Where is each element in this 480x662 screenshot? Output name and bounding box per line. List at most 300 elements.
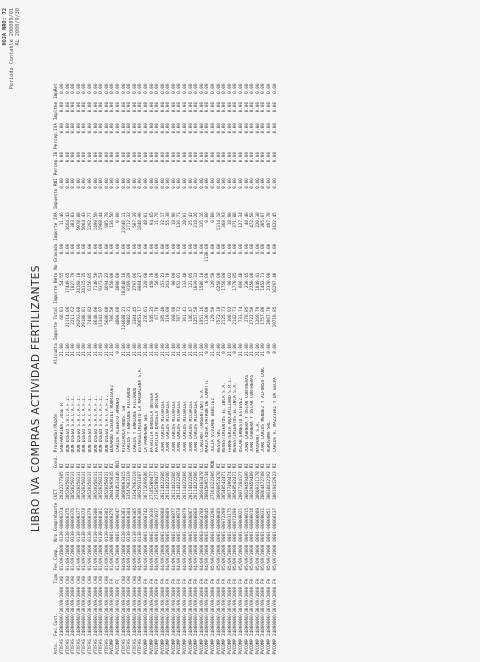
table-cell: 0.00 — [155, 151, 161, 163]
table-cell: 0.00 — [155, 83, 161, 94]
table-cell: 0001-00006851 — [266, 507, 272, 542]
table-cell: 05/09/2000 — [272, 544, 278, 571]
table-cell: 0.00 — [110, 101, 116, 113]
table-cell: 0.00 — [194, 83, 200, 94]
table-cell: 19719.85 — [272, 306, 278, 328]
table-cell: 27185289477 — [155, 471, 161, 500]
table-cell: 66.01 — [60, 306, 65, 320]
table-cell: RI — [104, 463, 110, 469]
table-cell: 0.00 — [177, 83, 183, 94]
table-cell: 05/09/2000 — [222, 544, 228, 571]
table-cell: 0.00 — [138, 83, 144, 94]
table-cell: FERRETERIA MAXIMILIANO S.R.L. — [227, 377, 233, 453]
table-cell: 0.00 — [199, 83, 205, 94]
table-cell: RI — [239, 463, 244, 469]
table-cell: 01/09/2000 — [104, 544, 110, 571]
table-cell: 218.26 — [194, 212, 200, 228]
table-cell: 0.00 — [227, 151, 233, 163]
table-cell: 0.00 — [121, 123, 127, 134]
column-header: Proveedor/Razón — [54, 413, 60, 453]
table-cell: 0.00 — [71, 83, 77, 94]
table-cell: 3422.45 — [272, 212, 278, 231]
table-cell: 05/09/2000 — [261, 544, 267, 571]
table-cell: 0.00 — [199, 123, 205, 134]
table-cell: 103048.10 — [121, 272, 127, 296]
table-cell: PVCOMP — [115, 638, 121, 655]
table-cell: 133.40 — [183, 272, 189, 289]
table-cell: 30520250231 — [87, 471, 93, 500]
table-cell: 33547963119 — [127, 471, 133, 500]
table-cell: 0.00 — [261, 101, 267, 113]
table-cell: 0.00 — [205, 101, 211, 113]
table-cell: 24800000/30/09/2000 — [244, 586, 250, 636]
table-cell: 05/09/2000 — [239, 544, 244, 571]
table-cell: 01/09/2000 — [65, 544, 71, 571]
table-cell: RI — [132, 463, 138, 469]
table-cell: DON DIEGO S.A.C.A.F.I. — [104, 395, 110, 453]
table-cell: FA — [250, 578, 256, 584]
column-header: Impltke — [54, 101, 60, 121]
table-cell: 0.00 — [127, 178, 133, 189]
table-cell: 24800000/30/09/2000 — [71, 586, 77, 636]
table-cell: RI — [155, 463, 161, 469]
table-cell: CAB — [104, 576, 110, 584]
table-cell: 0.00 — [188, 243, 194, 255]
table-cell: 0.00 — [110, 123, 116, 134]
table-cell: 90.02 — [227, 272, 233, 286]
table-cell: 30694463478 — [199, 471, 205, 500]
table-cell: VTXFAS — [99, 638, 105, 655]
table-cell: 108.90 — [171, 306, 177, 323]
table-cell: 21.00 — [155, 343, 161, 357]
table-cell: 18.90 — [171, 212, 177, 226]
table-cell: 0.00 — [227, 243, 233, 255]
table-cell: 0139-00000378 — [82, 507, 88, 542]
table-cell: 220.38 — [255, 212, 261, 228]
table-cell: 24800000/30/09/2000 — [227, 586, 233, 636]
table-cell: 0001-00000888 — [160, 507, 166, 542]
table-cell: RI — [87, 463, 93, 469]
table-cell: 21.00 — [199, 343, 205, 357]
table-cell: 0.00 — [266, 101, 272, 113]
table-cell: 0.00 — [177, 243, 183, 255]
table-cell: 0.00 — [272, 243, 278, 255]
table-cell: 0.00 — [160, 123, 166, 134]
table-cell: 129.50 — [211, 272, 217, 289]
table-cell: FA — [183, 578, 189, 584]
table-cell: 0.00 — [216, 101, 222, 113]
table-cell: 0.00 — [138, 178, 144, 189]
table-cell: PVCOMP — [227, 638, 233, 655]
table-cell: 0.00 — [166, 151, 172, 163]
table-header-row — [52, 82, 60, 656]
table-cell: 0.00 — [166, 101, 172, 113]
table-cell: 0139-00000381 — [99, 507, 105, 542]
table-cell: 0.00 — [216, 83, 222, 94]
table-cell: 0001-00000889 — [166, 507, 172, 542]
table-cell: 0.00 — [255, 123, 261, 134]
table-cell: 0.00 — [132, 123, 138, 134]
table-cell: 0.00 — [149, 101, 155, 113]
table-cell: MON — [211, 460, 217, 469]
table-cell: 0.00 — [227, 101, 233, 113]
table-cell: RI — [233, 463, 239, 469]
table-cell: 0.00 — [99, 101, 105, 113]
table-cell: 21.00 — [211, 343, 217, 357]
table-cell: 606.40 — [239, 272, 244, 289]
table-cell: 0.00 — [188, 178, 194, 189]
table-cell: VTXFAS — [76, 638, 82, 655]
table-cell: 0.00 — [115, 83, 121, 94]
table-cell: 0.00 — [222, 178, 228, 189]
table-cell: FA — [239, 578, 244, 584]
table-cell: 545.35 — [149, 306, 155, 323]
table-cell: 0.00 — [205, 212, 211, 223]
table-cell: 0.00 — [82, 101, 88, 113]
table-cell: RI — [71, 463, 77, 469]
table-cell: 0.00 — [272, 343, 278, 354]
table-cell: 0.00 — [65, 123, 71, 134]
table-cell: REVESTIMIENTOS EL INCA S.A. — [222, 382, 228, 453]
table-cell: 3664.43 — [65, 212, 71, 231]
table-cell: 0.00 — [171, 243, 177, 255]
page-header-info — [2, 8, 22, 89]
table-cell: 0.00 — [104, 178, 110, 189]
table-cell: 0.00 — [132, 151, 138, 163]
table-cell: 1848.90 — [138, 212, 144, 231]
table-cell: 0.00 — [127, 101, 133, 113]
table-cell: 0.00 — [272, 83, 278, 94]
table-cell: 30548542471 — [233, 471, 239, 500]
table-cell: 29180.81 — [82, 306, 88, 328]
table-cell: CARLOS ALBERTO AMADEO — [115, 398, 121, 453]
table-cell: 161.41 — [183, 306, 189, 323]
table-cell: 0.00 — [222, 243, 228, 255]
table-cell: 04/09/2000 — [205, 544, 211, 571]
table-cell: 24800000/30/09/2000 — [132, 586, 138, 636]
table-cell: 48.01 — [143, 212, 149, 226]
table-cell: 0.00 — [166, 123, 172, 134]
table-cell: 0.00 — [132, 243, 138, 255]
table-cell: PVCOMP — [177, 638, 183, 655]
table-cell: 21.00 — [194, 343, 200, 357]
table-cell: 0.00 — [233, 178, 239, 189]
table-cell: FA — [143, 578, 149, 584]
table-cell: 0.00 — [205, 343, 211, 354]
table-cell: 0.00 — [121, 151, 127, 163]
table-cell: 0.00 — [104, 243, 110, 255]
table-cell: RI — [255, 463, 261, 469]
table-cell: 5078.88 — [76, 212, 82, 231]
table-cell: 0.00 — [233, 123, 239, 134]
table-cell: PVCOMP — [216, 638, 222, 655]
table-cell: 0.00 — [194, 101, 200, 113]
table-cell: 0.00 — [87, 101, 93, 113]
table-cell: 0.00 — [115, 343, 121, 354]
table-cell: 20077284177 — [239, 471, 244, 500]
table-cell: VTXFAS — [132, 638, 138, 655]
table-cell: 04/09/2000 — [160, 544, 166, 571]
table-cell: 0.00 — [149, 151, 155, 163]
table-cell: 0.00 — [199, 101, 205, 113]
column-header: Tipo — [54, 573, 60, 584]
table-cell: 21.00 — [82, 343, 88, 357]
table-cell: 0.00 — [93, 178, 99, 189]
table-cell: FA — [166, 578, 172, 584]
table-cell: 1049.41 — [255, 272, 261, 291]
column-header: Cond. — [54, 455, 60, 469]
table-cell: 30520250231 — [99, 471, 105, 500]
table-cell: 0001-00000045 — [205, 507, 211, 542]
table-cell: 0139-00000379 — [87, 507, 93, 542]
table-cell: 0.00 — [160, 83, 166, 94]
table-cell: 650.00 — [110, 272, 116, 289]
table-cell: 2250.00 — [250, 272, 256, 291]
table-cell: 30520250231 — [71, 471, 77, 500]
table-cell: JUAN CARLOS MICHALEC — [160, 400, 166, 453]
table-cell: 21.00 — [104, 343, 110, 357]
table-cell: DON DIEGO S.A.C.A.F.I. — [99, 395, 105, 453]
table-cell: 0.00 — [60, 243, 65, 255]
table-cell: CARLOS Y ENRIQUE PICCARDO — [132, 387, 138, 453]
table-cell: 587.39 — [132, 212, 138, 228]
table-cell: PVCOMP — [222, 638, 228, 655]
table-cell: 136.71 — [177, 212, 183, 228]
table-cell: 0.00 — [127, 123, 133, 134]
table-cell: 0.00 — [216, 123, 222, 134]
table-cell: 04/09/2000 — [199, 544, 205, 571]
table-cell: 25.42 — [188, 212, 194, 226]
table-cell: PVCOMP — [244, 638, 250, 655]
table-cell: 335.16 — [199, 212, 205, 228]
table-cell: 0001-00000878 — [177, 507, 183, 542]
table-body — [60, 82, 278, 656]
table-cell: 0.00 — [239, 83, 244, 94]
table-cell: 0.00 — [99, 83, 105, 94]
table-cell: 21.00 — [166, 343, 172, 357]
table-cell: 24800000/30/09/2000 — [261, 586, 267, 636]
table-cell: 985.78 — [104, 212, 110, 228]
table-cell: 0.00 — [132, 83, 138, 94]
table-cell: 0.00 — [239, 178, 244, 189]
table-cell: 21.00 — [132, 343, 138, 357]
table-cell: JUAN CABRERA Y OSCAR CONTRERAS — [250, 374, 256, 453]
table-cell: 20114422206 — [160, 471, 166, 500]
table-cell: 0.00 — [60, 178, 65, 189]
table-cell: 0.00 — [194, 123, 200, 134]
table-cell: 1770.85 — [233, 272, 239, 291]
column-header: Nro.Comprobante — [54, 502, 60, 542]
table-cell: 32.17 — [160, 212, 166, 226]
table-cell: DON DIEGO S.A.C.A.F.I. — [82, 395, 88, 453]
table-cell: PVCOMP — [155, 638, 161, 655]
table-cell: 0.00 — [76, 101, 82, 113]
table-cell: 0.00 — [71, 151, 77, 163]
table-cell: JUAN CABRERA Y OSCAR CONTRERAS — [244, 374, 250, 453]
table-cell: 0.00 — [233, 151, 239, 163]
table-cell: 04/09/2000 — [132, 544, 138, 571]
table-cell: 29293.08 — [76, 306, 82, 328]
table-cell: 0.00 — [261, 178, 267, 189]
table-cell: RI — [188, 463, 194, 469]
table-cell: 0.00 — [188, 101, 194, 113]
table-cell: 1712.32 — [127, 212, 133, 231]
table-cell: 0.00 — [110, 178, 116, 189]
table-cell: 0.00 — [138, 101, 144, 113]
table-cell: 0.00 — [199, 243, 205, 255]
table-cell: 20114422206 — [171, 471, 177, 500]
table-cell: FA — [171, 578, 177, 584]
table-cell: 0139-00000377 — [76, 507, 82, 542]
table-cell: 0.00 — [65, 83, 71, 94]
table-cell: 24800000/30/09/2000 — [166, 586, 172, 636]
table-cell: 0139-00000380 — [93, 507, 99, 542]
table-cell: 1292.77 — [87, 212, 93, 231]
table-cell: VTXFAS — [127, 638, 133, 655]
table-cell: 0.00 — [160, 243, 166, 255]
table-cell: 0001-00002296 — [211, 507, 217, 542]
table-cell: 0001-00000877 — [171, 507, 177, 542]
table-cell: 24800000/30/09/2000 — [87, 586, 93, 636]
table-cell: 0001-00072298 — [222, 507, 228, 542]
table-cell: FA — [272, 578, 278, 584]
table-cell: 0.00 — [222, 151, 228, 163]
table-cell: FC — [115, 578, 121, 584]
table-cell: 24800000/30/09/2000 — [149, 586, 155, 636]
table-cell: 0001-00000868 — [194, 507, 200, 542]
table-cell: 0139-00000375 — [65, 507, 71, 542]
table-cell: RESSA SRL — [216, 429, 222, 453]
table-cell: 0.00 — [87, 83, 93, 94]
table-cell: VTXFAS — [65, 638, 71, 655]
table-cell: 1039.32 — [194, 272, 200, 291]
table-cell: 0.00 — [127, 83, 133, 94]
table-cell: 0.00 — [255, 83, 261, 94]
table-cell: 0.00 — [255, 178, 261, 189]
table-cell: CAB — [99, 576, 105, 584]
table-cell: 0001-00000089 — [216, 507, 222, 542]
table-cell: 0.00 — [194, 178, 200, 189]
table-cell: FA — [211, 578, 217, 584]
table-cell: 230.45 — [244, 272, 250, 289]
table-cell: FA — [255, 578, 261, 584]
table-cell: FA — [160, 578, 166, 584]
table-cell: 0.00 — [155, 243, 161, 255]
table-cell: 24800000/30/09/2000 — [266, 586, 272, 636]
table-cell: RI — [138, 463, 144, 469]
table-cell: 1499.50 — [93, 212, 99, 231]
table-cell: 04/09/2000 — [138, 544, 144, 571]
table-cell: 0.00 — [250, 151, 256, 163]
column-header: Percep.IB — [54, 151, 60, 176]
table-cell: 0.00 — [149, 178, 155, 189]
table-cell: 11341.97 — [99, 306, 105, 328]
table-cell: 0.00 — [222, 83, 228, 94]
table-cell: 0.00 — [160, 151, 166, 163]
table-cell: PVCOMP — [160, 638, 166, 655]
table-cell: CAB — [87, 576, 93, 584]
table-cell: 33547963119 — [132, 471, 138, 500]
table-cell: 0.00 — [194, 243, 200, 255]
table-cell: EDUARDO EZEQUIEL RODRIGUEZ — [110, 385, 116, 453]
table-cell: 56.00 — [155, 272, 161, 286]
table-cell: 05/09/2000 — [227, 544, 233, 571]
table-cell: 0.00 — [250, 123, 256, 134]
table-cell: 30629459489 — [250, 471, 256, 500]
table-cell: 24800000/30/09/2000 — [143, 586, 149, 636]
table-cell: 0.00 — [82, 243, 88, 255]
table-cell: PATRICIA DANIELA ORTEGA — [155, 392, 161, 453]
table-cell: 146.47 — [188, 306, 194, 323]
table-cell: 05/09/2000 — [211, 544, 217, 571]
table-cell: VTXFAS — [104, 638, 110, 655]
table-cell: 0.00 — [104, 83, 110, 94]
table-cell: 24800000/30/09/2000 — [183, 586, 189, 636]
table-cell: 0.00 — [110, 243, 116, 255]
table-cell: CAB — [138, 576, 144, 584]
table-cell: 30520250231 — [76, 471, 82, 500]
table-cell: 787.72 — [177, 306, 183, 323]
table-cell: 0.00 — [266, 243, 272, 255]
table-cell: 8804.27 — [138, 272, 144, 291]
table-cell: 185.40 — [160, 306, 166, 323]
table-cell: 30520250231 — [82, 471, 88, 500]
table-cell: 30600003415 — [121, 471, 127, 500]
table-cell: 0.00 — [211, 101, 217, 113]
table-cell: CAB — [121, 576, 127, 584]
table-cell: 0.00 — [211, 243, 217, 255]
table-cell: 0.00 — [132, 178, 138, 189]
table-cell: 24800000/30/09/2000 — [93, 586, 99, 636]
table-cell: 7572.18 — [216, 306, 222, 325]
table-cell: 0.00 — [199, 151, 205, 163]
table-cell: 24168.10 — [76, 272, 82, 294]
table-cell: 05/09/2000 — [250, 544, 256, 571]
table-cell: 21.00 — [160, 343, 166, 357]
table-cell: 124688.21 — [121, 306, 127, 330]
table-cell: 27164322206 — [211, 471, 217, 500]
table-cell: FA — [222, 578, 228, 584]
table-cell: AGROSUMA SRL — [266, 421, 272, 453]
table-cell: 21.00 — [143, 343, 149, 357]
table-cell: CLARIANT (ARGENTINA) S.A. — [199, 387, 205, 453]
table-cell: 0.00 — [87, 151, 93, 163]
table-cell: RI — [76, 463, 82, 469]
table-cell: JUAN CARLOS MICHALEC — [171, 400, 177, 453]
table-cell: 30677499474 — [227, 471, 233, 500]
table-cell: 0.00 — [244, 243, 250, 255]
table-cell: 383.83 — [71, 212, 77, 228]
table-cell: 24800000/30/09/2000 — [205, 586, 211, 636]
table-cell: 6156.05 — [87, 272, 93, 291]
table-cell: 472.50 — [250, 212, 256, 228]
table-cell: 0.00 — [143, 101, 149, 113]
table-cell: PVCOMP — [255, 638, 261, 655]
table-cell: 20064472788 — [261, 471, 267, 500]
table-cell: 8169.89 — [127, 272, 133, 291]
table-cell: 0.00 — [239, 101, 244, 113]
table-cell: 21.00 — [244, 343, 250, 357]
table-cell: 1757.80 — [261, 306, 267, 325]
table-cell: RI — [199, 463, 205, 469]
table-cell: 0001-00006137 — [272, 507, 278, 542]
table-cell: 153.23 — [160, 272, 166, 289]
table-cell: 0.00 — [233, 243, 239, 255]
table-cell: 0.00 — [155, 101, 161, 113]
table-cell: 48.40 — [244, 212, 250, 226]
table-cell: 21114.06 — [65, 306, 71, 328]
table-cell: PVCOMP — [110, 638, 116, 655]
